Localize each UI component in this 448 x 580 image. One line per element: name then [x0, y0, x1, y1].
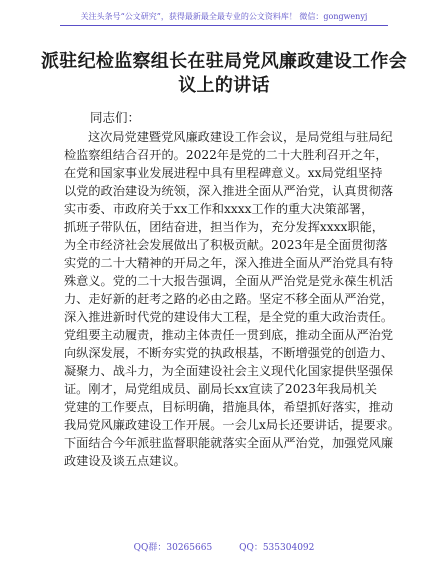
body-line: 实党的二十大精神的开局之年，深入推进全面从严治党具有特	[64, 256, 394, 270]
footer-qq: QQ：535304092	[239, 543, 315, 553]
salutation: 同志们：	[90, 110, 141, 125]
body-line: 在党和国家事业发展进程中具有里程碑意义。xx局党组坚持	[64, 166, 383, 180]
body-line: 下面结合今年派驻监督职能就落实全面从严治党，加强党风廉	[64, 436, 394, 450]
promo-banner: 关注头条号“公文研究”，获得最新最全最专业的公文资料库！ 微信：gongwenyj	[60, 10, 388, 26]
body-line: 政建设及谈五点建议。	[64, 454, 186, 468]
body-line: 深入推进新时代党的建设伟大工程，是全党的重大政治责任。	[64, 310, 394, 324]
body-line: 为全市经济社会发展做出了积极贡献。2023年是全面贯彻落	[64, 238, 388, 252]
body-line: 力、走好新的赶考之路的必由之路。坚定不移全面从严治党，	[64, 292, 394, 306]
footer-qq-group: QQ群：30265665	[133, 543, 213, 553]
body-line: 这次局党建暨党风廉政建设工作会议，是局党组与驻局纪	[88, 130, 393, 144]
title-line-2: 议上的讲话	[178, 75, 270, 96]
body-line: 殊意义。党的二十大报告强调，全面从严治党是党永葆生机活	[64, 274, 394, 288]
body-line: 抓班子带队伍，团结奋进，担当作为，充分发挥xxxx职能，	[64, 220, 384, 234]
body-line: 党组要主动履责，推动主体责任一贯到底，推动全面从严治党	[64, 328, 394, 342]
body-line: 检监察组结合召开的。2022年是党的二十大胜利召开之年，	[64, 148, 388, 162]
body-line: 向纵深发展，不断夯实党的执政根基，不断增强党的创造力、	[64, 346, 394, 360]
body-line: 以党的政治建设为统领，深入推进全面从严治党，认真贯彻落	[64, 184, 394, 198]
title-line-1: 派驻纪检监察组长在驻局党风廉政建设工作会	[41, 51, 407, 72]
body-line: 实市委、市政府关于xx工作和xxxx工作的重大决策部署，	[64, 202, 374, 216]
document-title	[36, 50, 412, 98]
body-line: 证。刚才，局党组成员、副局长xx宣读了2023年我局机关	[64, 382, 377, 396]
body-line: 我局党风廉政建设工作开展。一会儿x局长还要讲话，提要求。	[64, 418, 400, 432]
footer-contact	[0, 541, 448, 555]
body-line: 党建的工作要点，目标明确，措施具体，希望抓好落实，推动	[64, 400, 394, 414]
body-line: 凝聚力、战斗力，为全面建设社会主义现代化国家提供坚强保	[64, 364, 394, 378]
